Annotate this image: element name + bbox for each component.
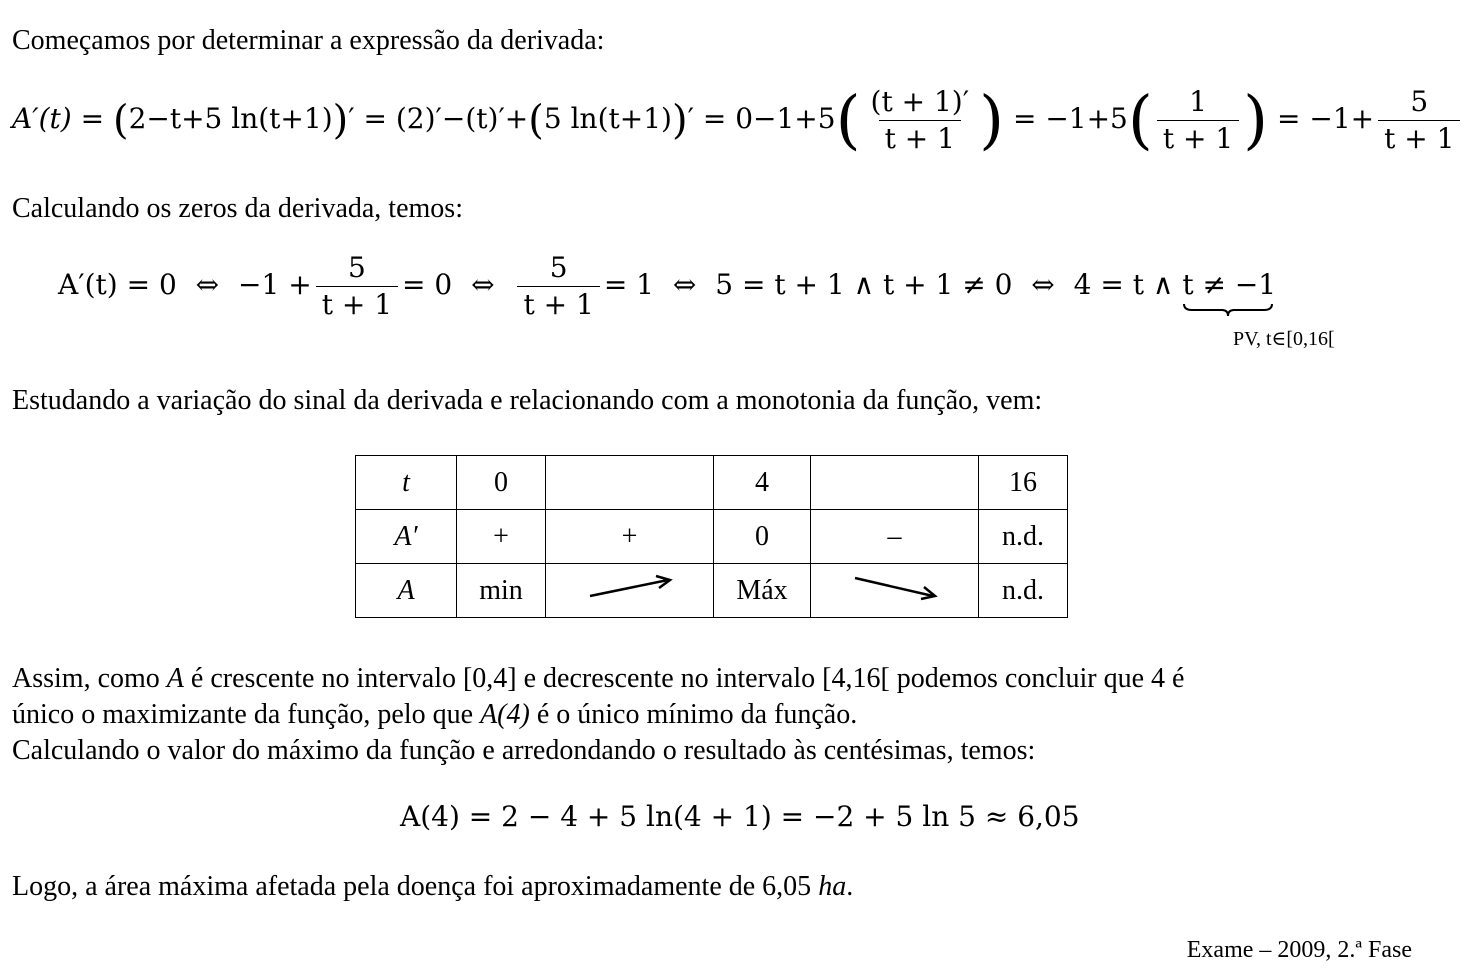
zeros-part3: = 0: [402, 268, 453, 301]
table-cell: Máx: [714, 564, 811, 618]
decreasing-arrow-icon: [811, 564, 979, 618]
conclusion-line-1: Assim, como A é crescente no intervalo [0,4] e decrescente no intervalo [4,16[ podemos concluir que 4 é: [12, 663, 1185, 694]
fraction-2: $\frac{1}{t + 1}$: [1157, 86, 1239, 155]
derivative-lhs: A′(t) =: [12, 102, 113, 135]
table-cell: [546, 456, 714, 510]
exam-source: Exame – 2009, 2.ª Fase: [1186, 937, 1412, 963]
iff-symbol: ⇔: [672, 268, 697, 301]
underbrace-icon: [1182, 302, 1274, 318]
maximum-equation: A(4) = 2 − 4 + 5 ln(4 + 1) = −2 + 5 ln 5 ≈ 6,05: [400, 800, 1080, 833]
fraction-3: $\frac{5}{t + 1}$: [1378, 86, 1460, 155]
table-cell: A′: [356, 510, 457, 564]
iff-symbol: ⇔: [1031, 268, 1055, 301]
maximum-intro-text: Calculando o valor do máximo da função e arredondando o resultado às centésimas, temos:: [12, 735, 1036, 766]
zeros-part2: −1 +: [238, 268, 312, 301]
zeros-intro-text: Calculando os zeros da derivada, temos:: [12, 193, 463, 224]
sign-study-text: Estudando a variação do sinal da derivada e relacionando com a monotonia da função, vem:: [12, 385, 1043, 416]
underbrace-term: t ≠ −1: [1182, 268, 1276, 301]
table-cell: +: [546, 510, 714, 564]
table-cell: 4: [714, 456, 811, 510]
zeros-fraction-2: $\frac{5}{t + 1}$: [517, 252, 599, 321]
derivative-middle3: = −1+5: [1004, 102, 1128, 135]
derivative-middle2: = 0−1+5: [693, 102, 836, 135]
conclusion-line-2: único o maximizante da função, pelo que A(4) é o único mínimo da função.: [12, 699, 858, 730]
iff-symbol: ⇔: [195, 268, 220, 301]
final-answer-text: Logo, a área máxima afetada pela doença foi aproximadamente de 6,05 ha.: [12, 871, 854, 902]
table-cell: +: [457, 510, 546, 564]
table-cell: t: [356, 456, 457, 510]
table-row: [356, 456, 1068, 510]
iff-symbol: ⇔: [471, 268, 495, 301]
table-cell: 0: [714, 510, 811, 564]
intro-text: Começamos por determinar a expressão da derivada:: [12, 25, 605, 56]
table-cell: n.d.: [979, 510, 1068, 564]
zeros-part5: 5 = t + 1 ∧ t + 1 ≠ 0: [715, 268, 1013, 301]
table-cell: A: [356, 564, 457, 618]
table-cell: 16: [979, 456, 1068, 510]
table-row: [356, 510, 1068, 564]
zeros-part6: 4 = t ∧: [1073, 268, 1174, 301]
increasing-arrow-icon: [546, 564, 714, 618]
table-cell: min: [457, 564, 546, 618]
table-cell: [811, 456, 979, 510]
table-cell: 0: [457, 456, 546, 510]
derivative-part2: 5 ln(t+1): [543, 102, 672, 135]
zeros-part4: = 1: [603, 268, 654, 301]
fraction-1: $\frac{(t + 1)'}{t + 1}$: [870, 85, 970, 155]
zeros-fraction-1: $\frac{5}{t + 1}$: [316, 252, 398, 321]
table-row: [356, 564, 1068, 618]
derivative-part1: 2−t+5 ln(t+1): [128, 102, 333, 135]
table-cell: n.d.: [979, 564, 1068, 618]
derivative-middle: = (2)′−(t)′+: [354, 102, 529, 135]
zeros-equation: [58, 252, 1276, 321]
zeros-part1: A′(t) = 0: [58, 268, 177, 301]
derivative-equation: A′(t) = (2−t+5 ln(t+1))′ = (2)′−(t)′+(5 ln(t+1))′ = 0−1+5( $\frac{(t + 1)'}{t + 1}$ ) = −1+5( $\frac{1}{t + 1}$ ) = −1+ $\frac{5}{t + 1}$: [12, 86, 1464, 155]
sign-table: [355, 455, 1068, 618]
underbrace-label: PV, t∈[0,16[: [1233, 328, 1335, 350]
derivative-middle4: = −1+: [1268, 102, 1375, 135]
table-cell: –: [811, 510, 979, 564]
